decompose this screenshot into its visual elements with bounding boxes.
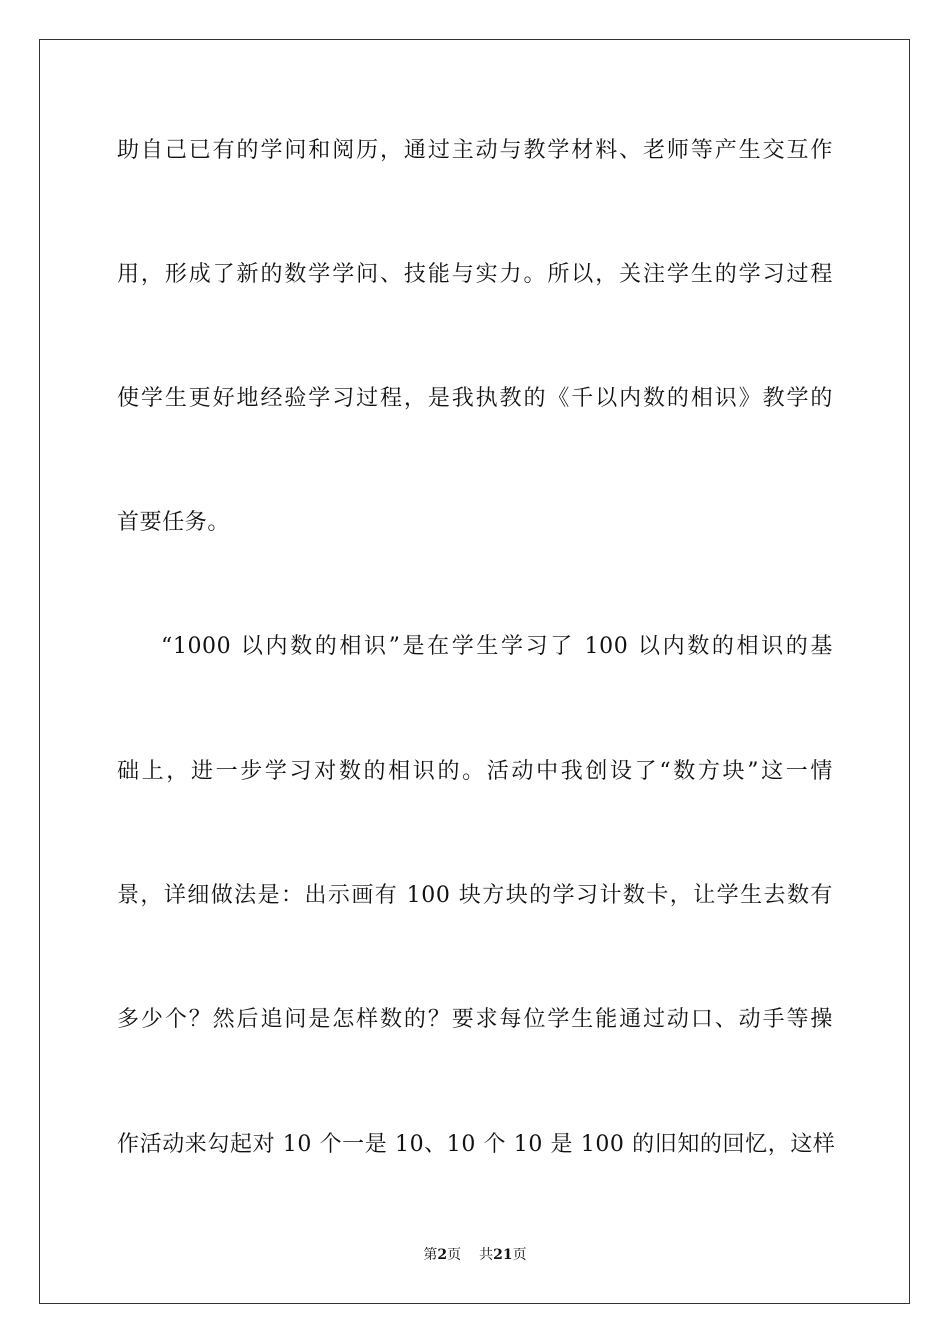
footer-page-number: 2 xyxy=(437,1247,448,1263)
footer-total-suffix: 页 xyxy=(512,1247,527,1263)
footer-total-prefix: 共 xyxy=(479,1247,494,1263)
paragraph-line: “1000 以内数的相识”是在学生学习了 100 以内数的相识的基 xyxy=(161,634,833,659)
paragraph-line: 用，形成了新的数学学问、技能与实力。所以，关注学生的学习过程 xyxy=(117,262,833,287)
paragraph-line: 助自己已有的学问和阅历，通过主动与教学材料、老师等产生交互作 xyxy=(117,138,833,163)
paragraph-line: 作活动来勾起对 10 个一是 10、10 个 10 是 100 的旧知的回忆，这样 xyxy=(117,1132,836,1157)
paragraph-line: 使学生更好地经验学习过程，是我执教的《千以内数的相识》教学的 xyxy=(117,386,833,411)
paragraph-line: 础上，进一步学习对数的相识的。活动中我创设了“数方块”这一情 xyxy=(117,759,833,784)
page-footer xyxy=(0,1246,950,1264)
footer-total-number: 21 xyxy=(493,1247,513,1263)
paragraph-line: 多少个？然后追问是怎样数的？要求每位学生能通过动口、动手等操 xyxy=(117,1007,833,1032)
paragraph-line: 景，详细做法是：出示画有 100 块方块的学习计数卡，让学生去数有 xyxy=(117,883,833,908)
footer-page-suffix: 页 xyxy=(447,1247,462,1263)
page-border xyxy=(39,39,910,1304)
paragraph-line: 首要任务。 xyxy=(117,510,231,535)
footer-page-prefix: 第 xyxy=(423,1247,438,1263)
